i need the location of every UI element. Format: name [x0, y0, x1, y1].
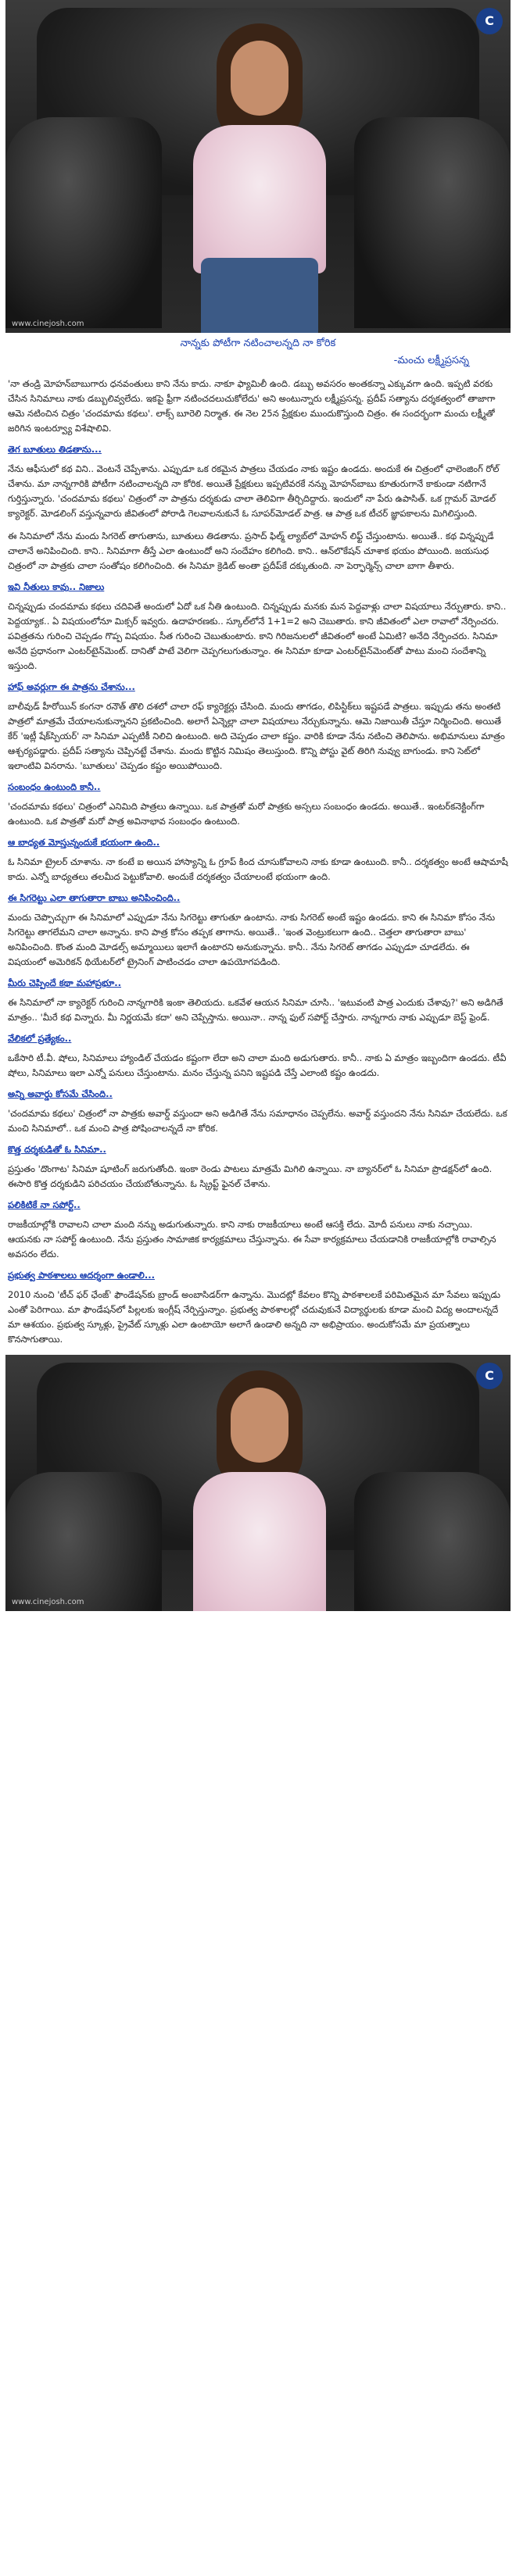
section-heading: అన్ని అవార్డు కోసమే చేసింది.. [8, 1088, 113, 1099]
section-heading: ఇవి నీతులు కావు.. నిజాలు [8, 581, 105, 592]
section-heading: హాఫ్ అవర్లుగా ఈ పాత్రను చేశాను... [8, 681, 135, 692]
article-paragraph: 'నా తండ్రి మోహన్‌బాబుగారు ధనవంతులు కాని నేను కాదు. నాకూ ఫ్యామిలీ ఉంది. డబ్బు అవసరం అంతకన్నా ఎక్కువగా ఉంది. ఇప్పటి వరకు చేసిన సినిమాలు నాకు డబ్బులివ్వలేదు. ఇకపై ఫ్రీగా నటించదలుచుకోలేదు' అని అంటున్నారు లక్ష్మీప్రసన్న. ప్రదీప్ సత్యాను దర్శకత్వంలో తాజాగా ఆమె నటించిన చిత్రం 'చందమామ కథలు'. లాక్స్ బూరెలి నిర్మాత. ఈ నెల 25న ప్రేక్షకుల ముందుకొస్తుంది చిత్రం. ఈ సందర్భంగా మంచు లక్ష్మీతో జరిగిన ఇంటర్వ్యూ విశేషాలివి. [8, 378, 496, 434]
article-paragraph: 2010 నుంచి 'టీచ్ ఫర్ ఛేంజ్' ఫౌండేషన్‌కు బ్రాండ్ అంబాసిడర్‌గా ఉన్నాను. మొదట్లో కేవలం కొన్ని పాఠశాలలకే పరిమితమైన మా సేవలు ఇప్పుడు ఎంతో పెరిగాయి. మా ఫౌండేషన్‌లో పిల్లలకు ఇంగ్లీష్ నేర్పిస్తున్నాం. ప్రభుత్వ పాఠశాలల్లో చదువుకునే విద్యార్థులకు కూడా మంచి విద్య అందాలన్నదే మా ఆశయం. ప్రభుత్వ స్కూళ్లు, ప్రైవేట్ స్కూళ్లు ఎలా ఉంటాయో అలాగే ఉండాలి అన్నది నా అభిప్రాయం. అందుకోసమే మా ప్రయత్నాలు కొనసాగుతాయి. [8, 1289, 500, 1345]
section-heading: వేలికలో ప్రత్యేకం.. [8, 1033, 72, 1044]
section-heading: ఈ సిగరెట్టు ఎలా తాగుతారా బాబు అనిపించింది.. [8, 892, 181, 903]
article-headline: నాన్నకు పోటీగా నటించాలన్నది నా కోరిక [180, 338, 336, 349]
section-heading: సంబంధం ఉంటుంది కానీ.. [8, 781, 101, 792]
section-heading: ఆ బాధ్యత మోస్తున్నందుకే భయంగా ఉంది.. [8, 837, 160, 848]
top-photo [5, 0, 511, 333]
article-paragraph: ఓ సినిమా ట్రైలర్ చూశాను. నా కంటే ఐ అయిన హాస్యాన్ని ఓ గ్రూప్ కింద చూసుకోవాలని నాకు కూడా ఉంటుంది. కానీ.. దర్శకత్వం అంటే ఆషామాషీ కాదు. ఎన్నో బాధ్యతలు తలమీద పెట్టుకోవాలి. అందుకే దర్శకత్వం చేయాలంటే భయంగా ఉంది. [8, 856, 508, 882]
face-shape [231, 1388, 288, 1463]
article-paragraph: నేను ఆఫీసులో కథ విని.. వెంటనే చెప్పేశాను. ఎప్పుడూ ఒక రకమైన పాత్రలు చేయడం నాకు ఇష్టం ఉండదు. అందుకే ఈ చిత్రంలో ఛాలెంజింగ్ రోల్ చేశాను. మా నాన్నగారికి పోటీగా నటించాలన్నది నా కోరిక. అయితే ప్రేక్షకులు ఇప్పటివరకే నన్ను మోహన్‌బాబు కూతురుగానే కాకుండా నటిగానే గుర్తిస్తున్నారు. 'చందమామ కథలు' చిత్రంలో నా పాత్రను దర్శకుడు చాలా తెలివిగా తీర్చిదిద్దారు. ఇందులో నా పేరు ఉపాసిత్. ఒక గ్లామర్ మోడల్ క్యారెక్టర్. మోడలింగ్ వస్తున్నవారు జీవితంలో పోరాడి గెలవాలనుకునే ఓ సూపర్‌మోడల్ పాత్ర. ఆ పాత్ర ఒక టీచర్ జ్ఞాపకాలను మిగిలిస్తుంది. [8, 463, 500, 519]
jeans-shape [201, 258, 318, 333]
article-paragraph: 'చందమామ కథలు' చిత్రంలో ఎనిమిది పాత్రలు ఉన్నాయి. ఒక పాత్రతో మరో పాత్రకు అస్సలు సంబంధం ఉండదు. అయితే.. ఇంటర్‌కనెక్టింగ్‌గా ఉంటుంది. ఒక పాత్రతో మరో పాత్ర అవినాభావ సంబంధం ఉంటుంది. [8, 801, 485, 827]
face-shape [231, 41, 288, 116]
sofa-arm-right [354, 117, 511, 328]
article-paragraph: 'చందమామ కథలు' చిత్రంలో నా పాత్రకు అవార్డ్ వస్తుందా అని అడిగితే నేను సమాధానం చెప్పలేను. అవార్డ్ వస్తుందని నేను సినిమా చేయలేదు. ఒక మంచి సినిమాలో.. ఒక మంచి పాత్ర పోషించాలన్నదే నా కోరిక. [8, 1108, 507, 1134]
logo-watermark-icon: C [476, 8, 503, 34]
article-paragraph: ఈ సినిమాలో నేను మందు సిగరెట్ తాగుతాను, బూతులు తిడతాను. ప్రసాద్ ఫిల్మ్ ల్యాబ్‌లో మోహన్ లిఫ్ట్ చేస్తుంటాను. అయితే.. కథ విన్నప్పుడే చాలానే అనిపించింది. కాని.. సినిమాగా తీస్తే ఎలా ఉంటుందో అని సందేహం కలిగింది. కాని.. ఆన్‌లొకేషన్ చూశాక భయం పోయింది. జయసుధ చిత్రంలో నా పాత్రకు చాలా సంతోషం కలిగించింది. ఈ సినిమా క్రెడిట్ అంతా ప్రదీప్‌కే దక్కుతుంది. నా పెర్ఫార్మెన్స్ చాలా బాగా తీశారు. [8, 531, 494, 571]
bottom-photo [5, 1355, 511, 1611]
person-figure [185, 23, 334, 333]
article-paragraph: చిన్నప్పుడు చందమామ కథలు చదివితే అందులో ఏదో ఒక నీతి ఉంటుంది. చిన్నప్పుడు మనకు మన పెద్దవాళ్లు చాలా విషయాలు నేర్పుతారు. కాని.. పెద్దయ్యాక.. ఏ విషయంలోనూ మిక్సర్ ఇవ్వరు. ఉదాహరణకు.. స్కూల్‌లోనే 1+1=2 అని చెబుతారు. కాని జీవితంలో ఎలా రావాలో నేర్పించరు. పవిత్రతను గురించి చెప్పడం గొప్ప విషయం. సీత గురించి చెబుతుంటారు. కాని గిరిజనులలో జీవితంలో అంటే ఏమిటి? అనేది నేర్పించరు. సినిమా అనేది ప్రధానంగా ఎంటర్‌టైన్‌మెంట్. దానితో పాటే వెలిగా చెప్పగలుగుతున్నాం. ఈ సినిమా కూడా ఎంటర్‌టైన్‌మెంట్‌తో పాటు మంచి సందేశాన్ని ఇస్తుంది. [8, 601, 507, 671]
shirt-shape [193, 125, 326, 273]
photo-caption: www.cinejosh.com [12, 1598, 84, 1606]
section-heading: కొత్త దర్శకుడితో ఓ సినిమా.. [8, 1144, 106, 1155]
photo-caption: www.cinejosh.com [12, 320, 84, 328]
sofa-arm-left [5, 1472, 162, 1611]
person-figure [185, 1370, 334, 1611]
shirt-shape [193, 1472, 326, 1611]
section-heading: తెగ బూతులు తిడతాను... [8, 444, 102, 455]
article-paragraph: ఒకేసారి టీ.వీ. షోలు, సినిమాలు హ్యాండిల్ చేయడం కష్టంగా లేదా అని చాలా మంది అడుగుతారు. కానీ.. నాకు ఏ మాత్రం ఇబ్బందిగా ఉండదు. టీవీ షోలు, సినిమాలు ఇలా ఎన్నో పనులు చేస్తుంటాను. మనం చేస్తున్న పనిని ఇష్టపడి చేస్తే ఎలాంటి కష్టం ఉండదు. [8, 1052, 507, 1078]
section-heading: ప్రభుత్వ పాఠశాలలు ఆదర్శంగా ఉండాలి... [8, 1270, 155, 1281]
article-paragraph: రాజకీయాల్లోకి రావాలని చాలా మంది నన్ను అడుగుతున్నారు. కాని నాకు రాజకీయాలు అంటే ఆసక్తి లేదు. మోదీ పనులు నాకు నచ్చాయి. ఆయనకు నా సపోర్ట్ ఉంటుంది. నేను ప్రస్తుతం సామాజిక కార్యక్రమాలు చేస్తున్నాను. ఈ సేవా కార్యక్రమాలు చేయడానికి రాజకీయాల్లోకి రావాల్సిన అవసరం లేదు. [8, 1219, 496, 1259]
sofa-arm-left [5, 117, 162, 328]
section-heading: పలికిటికే నా సపోర్ట్.. [8, 1199, 81, 1210]
section-heading: మీరు చెప్పిందే కథా మహాప్రభూ.. [8, 977, 121, 988]
article-paragraph: మందు చెప్పొచ్చుగా ఈ సినిమాలో ఎప్పుడూ నేను సిగరెట్టు తాగుతూ ఉంటాను. నాకు సిగరెట్ అంటే ఇష్టం ఉండదు. కాని ఈ సినిమా కోసం నేను సిగరెట్టు తాగలేమని చాలా అన్నాను. కాని పాత్ర కోసం తప్పక తాగాను. అయితే.. 'ఇంత వెంట్రుకలుగా ఉంది.. చెత్తలా తాగుతారా బాబు' అనిపించింది. కొంత మంది మోడల్స్‌ అమ్మాయిలు ఇలాగే ఉంటారని అనుకున్నాను. కానీ.. నేను సిగరెట్ తాగడం ఎప్పుడూ చూడలేదు. ఈ విషయంలో అమెరికన్ థియేటర్‌లో ట్రైనింగ్ పాటించడం చాలా ఉపయోగపడింది. [8, 912, 496, 967]
article-body [0, 377, 516, 1347]
article-paragraph: బాలీవుడ్ హీరోయిన్ కంగనా రనౌత్ తొలి దశలో చాలా రఫ్ క్యారెక్టర్లు చేసింది. మందు తాగడం, లిపిస్టిక్‌లు ఇష్టపడే పాత్రలు. ఇప్పుడు తను అంతటి పాత్రలో మాత్రమే చేయాలనుకున్నానని ప్రకటించింది. అలాగే ఏన్నెల్లా చాలా విషయాలు నేర్చుకున్నాను. ఆమె నిజాయితీ చేస్తూ నిర్మించింది. అయితే కేర్ 'ఇట్లీ షేక్‌స్పియర్' నా సినిమా ఎప్పటికీ నిలిచి ఉంటుంది. అది చెప్పడం చాలా కష్టం. వారికి కూడా నేను నటించి తెలిపాను. అభిమానులు మాత్రం ఆశ్చర్యపడ్డారు. ప్రదీప్ సత్యాను చెప్పినట్టే చేశాను. మందు కొట్టిన నిమిషం తెలుస్తుంది. కొన్ని పోస్టు వైట్ తిరిగి నువ్వు బాగుండు. కాని సెట్‌లో ఇలాంటివి వినరాను. 'బూతులు' చెప్పడం కష్టం అయిపోయింది. [8, 701, 505, 771]
article-byline: -మంచు లక్ష్మీప్రసన్న [393, 355, 469, 366]
sofa-arm-right [354, 1472, 511, 1611]
article-paragraph: ఈ సినిమాలో నా క్యారెక్టర్ గురించి నాన్నగారికి ఇంకా తెలియదు. ఒకవేళ ఆయన సినిమా చూసి.. 'ఇటువంటి పాత్ర ఎందుకు చేశావు?' అని అడిగితే మాత్రం.. 'మీరే కథ విన్నారు. మీ నిర్ణయమే కదా' అని చెప్పేస్తాను. అయినా.. నాన్న ఫుల్ సపోర్ట్ చేస్తారు. నాన్నగారు నాకు ఎప్పుడూ బెస్ట్ ఫ్రెండ్. [8, 997, 503, 1023]
logo-watermark-icon: C [476, 1363, 503, 1389]
article-paragraph: ప్రస్తుతం 'దొంగాట' సినిమా షూటింగ్ జరుగుతోంది. ఇంకా రెండు పాటలు మాత్రమే మిగిలి ఉన్నాయి. నా బ్యానర్‌లో ఓ సినిమా ప్రొడక్షన్‌లో ఉంది. ఈసారి కొత్త దర్శకుడిని పరిచయం చేయబోతున్నాను. ఓ స్క్రిప్ట్ ఫైనల్ చేశాను. [8, 1163, 493, 1189]
